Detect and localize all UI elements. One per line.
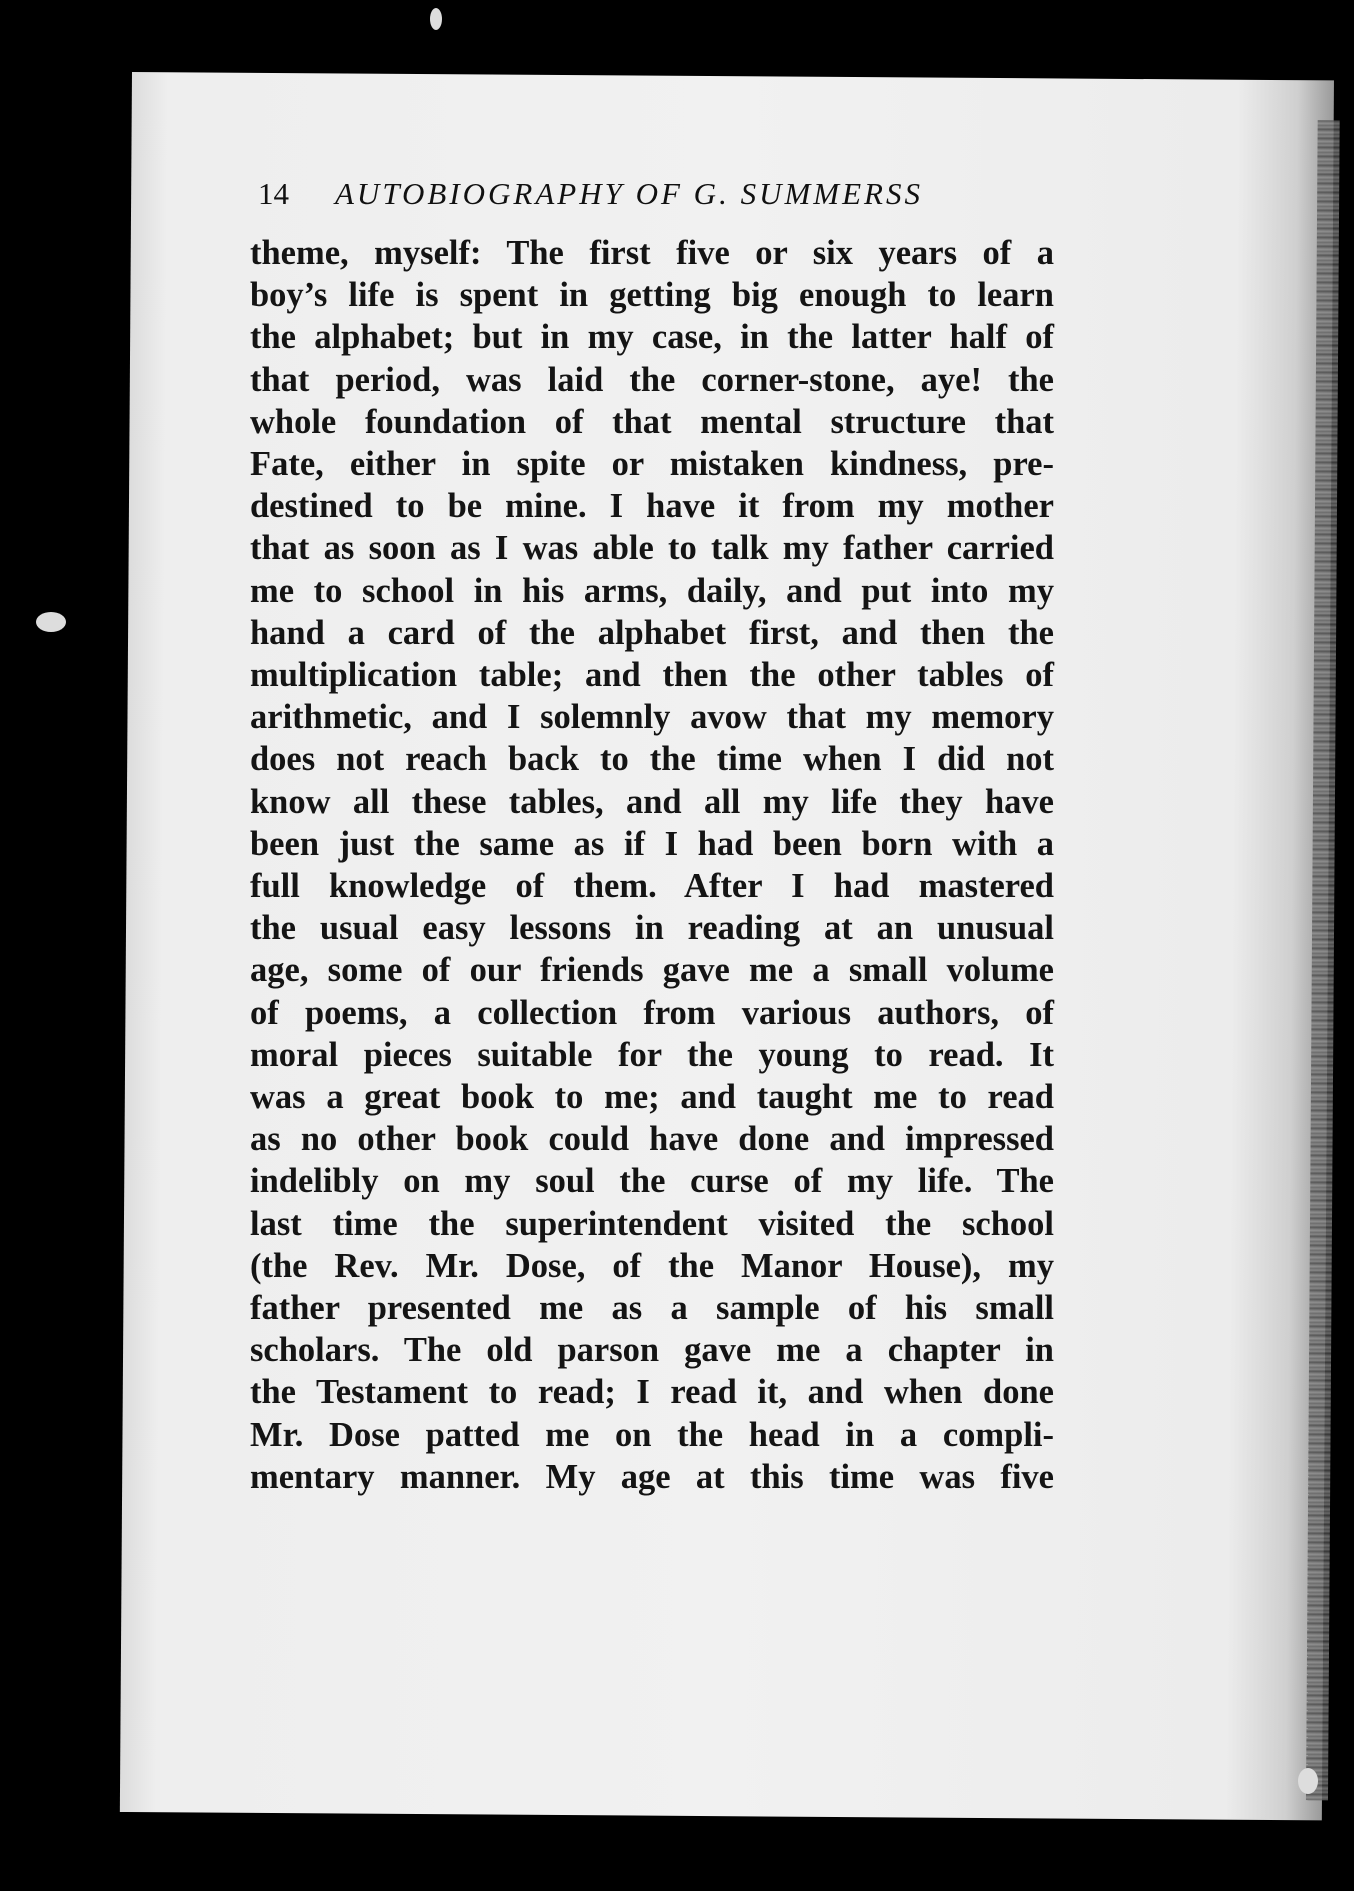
text-line: moral pieces suitable for the young to read. It (250, 1035, 1054, 1074)
scan-artifact (430, 8, 442, 30)
scan-artifact (36, 612, 66, 632)
page-header (258, 176, 1088, 212)
text-line: full knowledge of them. After I had mastered (250, 867, 1054, 906)
text-line: Fate, either in spite or mistaken kindness, pre- (250, 445, 1054, 484)
text-line: that as soon as I was able to talk my father carried (250, 529, 1054, 568)
text-line: theme, myself: The first five or six years of a (250, 234, 1054, 272)
body-text (250, 232, 1054, 1498)
text-line: Mr. Dose patted me on the head in a compli- (250, 1415, 1054, 1454)
text-line: (the Rev. Mr. Dose, of the Manor House), my (250, 1246, 1054, 1285)
text-line: boy’s life is spent in getting big enough to learn (250, 276, 1054, 315)
text-line: the Testament to read; I read it, and when done (250, 1373, 1054, 1412)
text-line: mentary manner. My age at this time was five (250, 1457, 1054, 1496)
text-line: the alphabet; but in my case, in the latter half of (250, 318, 1054, 357)
page-number: 14 (258, 176, 289, 211)
text-line: scholars. The old parson gave me a chapter in (250, 1331, 1054, 1370)
text-line: whole foundation of that mental structure that (250, 402, 1054, 441)
text-line: last time the superintendent visited the school (250, 1204, 1054, 1243)
text-line: age, some of our friends gave me a small volume (250, 951, 1054, 990)
running-title: AUTOBIOGRAPHY OF G. SUMMERSS (335, 176, 923, 211)
text-line: the usual easy lessons in reading at an unusual (250, 909, 1054, 948)
text-line: me to school in his arms, daily, and put into my (250, 571, 1054, 610)
text-line: hand a card of the alphabet first, and then the (250, 613, 1054, 652)
text-line: that period, was laid the corner-stone, aye! the (250, 360, 1054, 399)
text-line: been just the same as if I had been born with a (250, 824, 1054, 863)
text-line: destined to be mine. I have it from my mother (250, 487, 1054, 526)
text-line: as no other book could have done and impressed (250, 1120, 1054, 1159)
text-line: multiplication table; and then the other tables of (250, 656, 1054, 695)
text-line: indelibly on my soul the curse of my life. The (250, 1162, 1054, 1201)
text-line: know all these tables, and all my life they have (250, 782, 1054, 821)
text-line: of poems, a collection from various authors, of (250, 993, 1054, 1032)
text-line: does not reach back to the time when I did not (250, 740, 1054, 779)
text-line: father presented me as a sample of his small (250, 1289, 1054, 1328)
text-line: arithmetic, and I solemnly avow that my memory (250, 698, 1054, 737)
scan-artifact (1298, 1768, 1318, 1794)
text-line: was a great book to me; and taught me to read (250, 1078, 1054, 1117)
page-edge (1306, 120, 1340, 1800)
